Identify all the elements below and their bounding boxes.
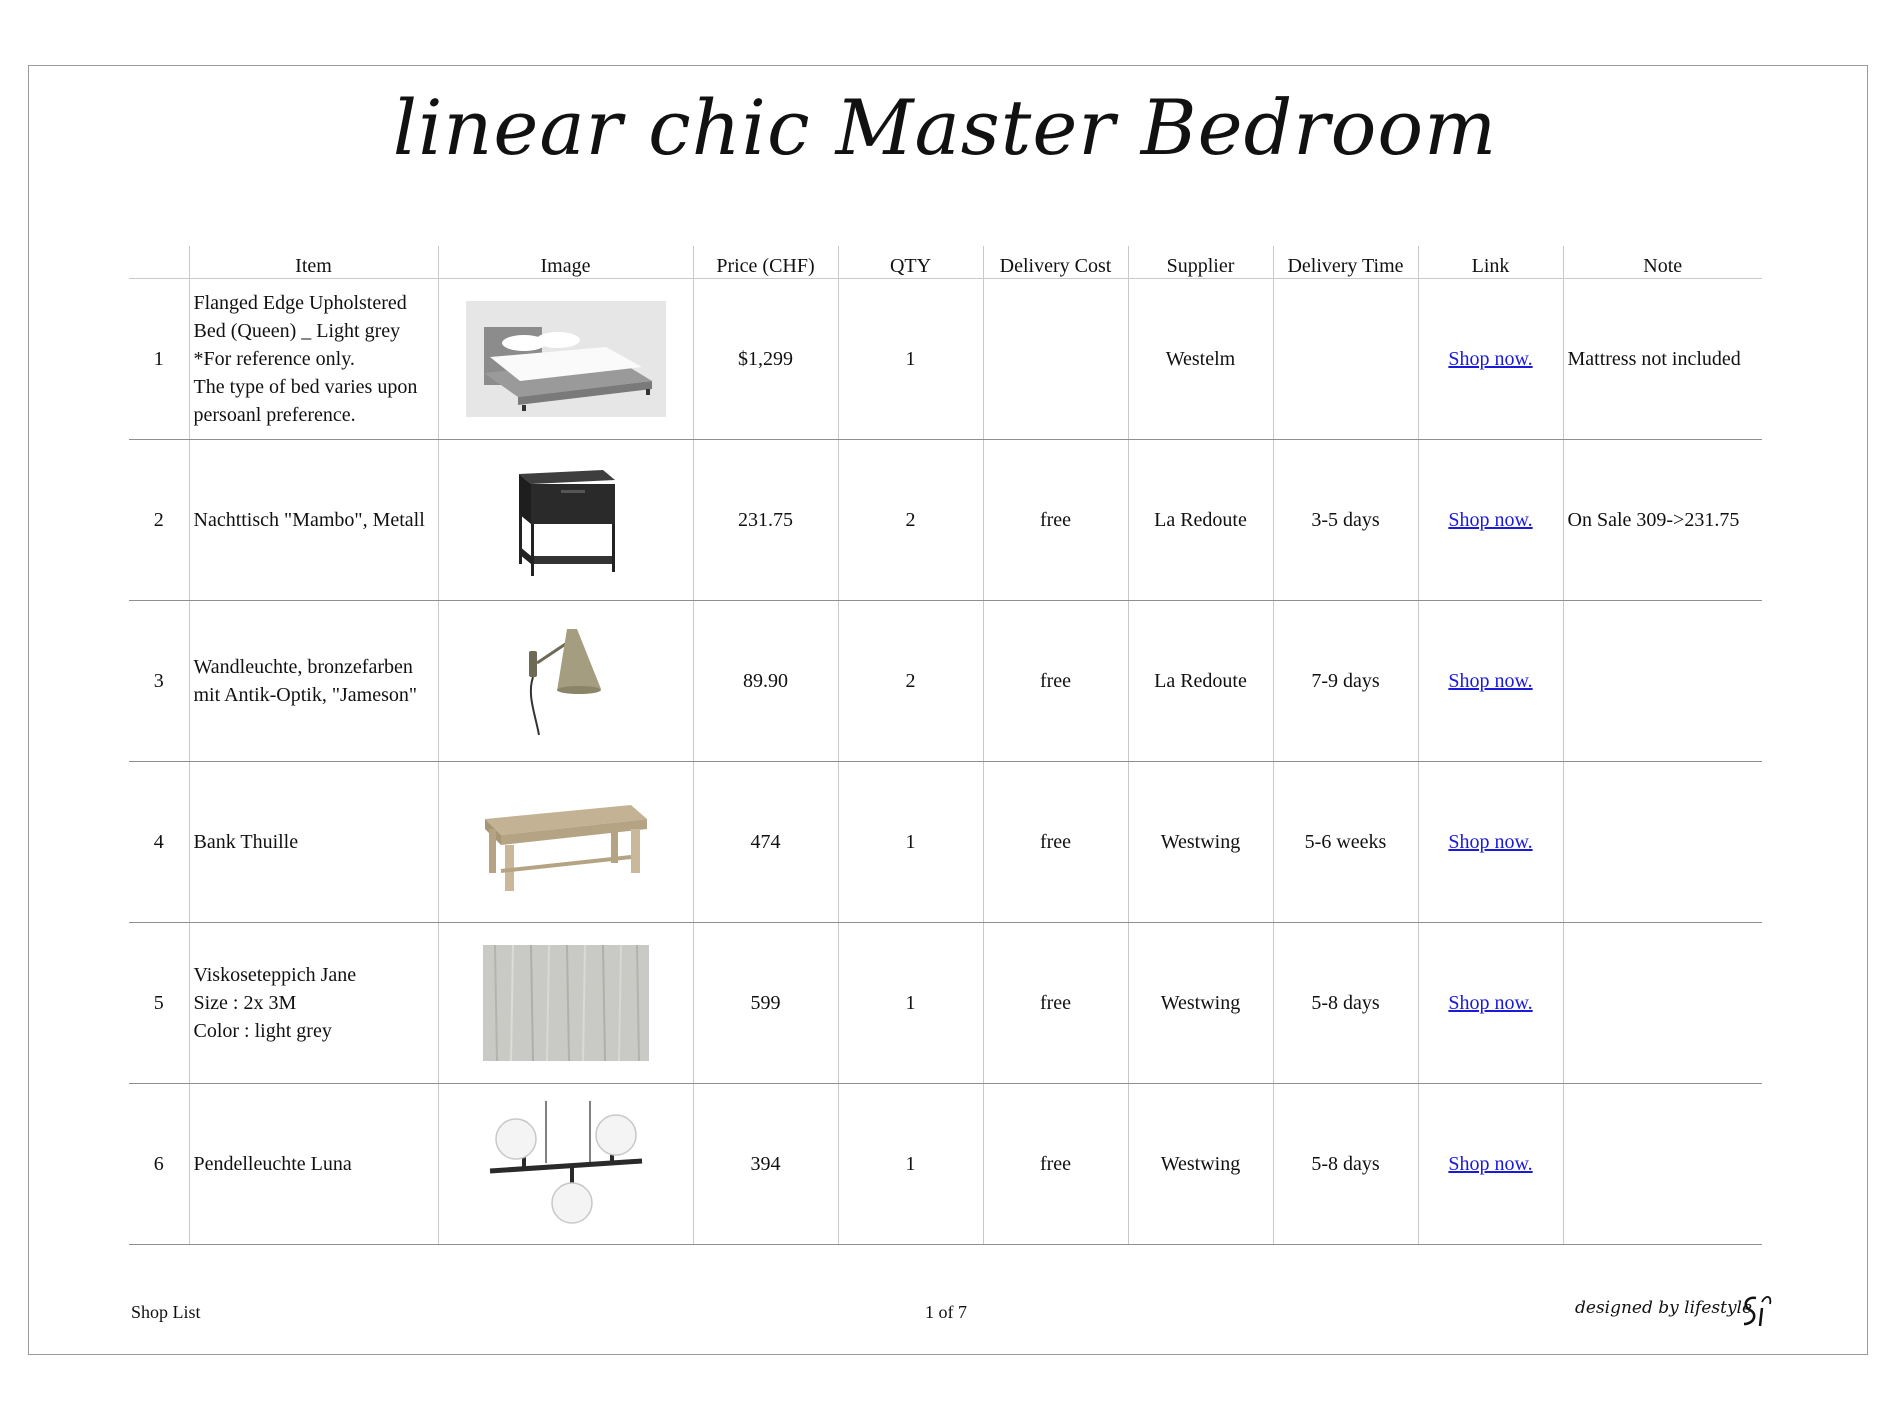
row-number: 3 — [129, 601, 189, 762]
item-image — [438, 1084, 693, 1245]
shop-now-link[interactable]: Shop now. — [1448, 831, 1533, 853]
brand-logo-icon — [1738, 1292, 1774, 1330]
header-qty: QTY — [838, 246, 983, 279]
item-price: 231.75 — [693, 440, 838, 601]
row-number: 2 — [129, 440, 189, 601]
item-qty: 1 — [838, 923, 983, 1084]
item-supplier: Westwing — [1128, 1084, 1273, 1245]
table-row — [129, 601, 1762, 762]
item-name: Nachttisch "Mambo", Metall — [189, 440, 438, 601]
shop-now-link[interactable]: Shop now. — [1448, 992, 1533, 1014]
item-image — [438, 601, 693, 762]
bed-icon — [466, 301, 666, 417]
table-row — [129, 762, 1762, 923]
header-image: Image — [438, 246, 693, 279]
row-number: 6 — [129, 1084, 189, 1245]
item-image — [438, 279, 693, 440]
item-name: Viskoseteppich Jane Size : 2x 3M Color : light grey — [189, 923, 438, 1084]
item-image — [438, 923, 693, 1084]
item-qty: 2 — [838, 440, 983, 601]
header-note: Note — [1563, 246, 1762, 279]
bench-icon — [481, 789, 651, 895]
item-delivery-cost — [983, 279, 1128, 440]
item-price: 599 — [693, 923, 838, 1084]
header-price: Price (CHF) — [693, 246, 838, 279]
item-supplier: Westwing — [1128, 762, 1273, 923]
document-title: linear chic Master Bedroom — [392, 83, 1498, 172]
table-row — [129, 440, 1762, 601]
header-delivery-time: Delivery Time — [1273, 246, 1418, 279]
item-delivery-cost: free — [983, 762, 1128, 923]
header-delivery-cost: Delivery Cost — [983, 246, 1128, 279]
item-link-cell — [1418, 601, 1563, 762]
item-qty: 1 — [838, 279, 983, 440]
shop-now-link[interactable]: Shop now. — [1448, 509, 1533, 531]
item-link-cell — [1418, 440, 1563, 601]
item-qty: 1 — [838, 762, 983, 923]
shop-now-link[interactable]: Shop now. — [1448, 670, 1533, 692]
item-supplier: Westelm — [1128, 279, 1273, 440]
shop-now-link[interactable]: Shop now. — [1448, 1153, 1533, 1175]
item-delivery-time: 5-6 weeks — [1273, 762, 1418, 923]
item-qty: 2 — [838, 601, 983, 762]
item-name: Bank Thuille — [189, 762, 438, 923]
row-number: 5 — [129, 923, 189, 1084]
brand-name: designed by lifestyle — [1575, 1298, 1753, 1318]
shop-now-link[interactable]: Shop now. — [1448, 348, 1533, 370]
item-link-cell — [1418, 1084, 1563, 1245]
table-header-row — [129, 246, 1762, 279]
item-link-cell — [1418, 279, 1563, 440]
item-delivery-time: 5-8 days — [1273, 1084, 1418, 1245]
item-delivery-cost: free — [983, 1084, 1128, 1245]
item-delivery-time: 3-5 days — [1273, 440, 1418, 601]
item-supplier: La Redoute — [1128, 601, 1273, 762]
item-note: On Sale 309->231.75 — [1563, 440, 1762, 601]
item-note — [1563, 923, 1762, 1084]
item-link-cell — [1418, 923, 1563, 1084]
table-row — [129, 279, 1762, 440]
item-note — [1563, 1084, 1762, 1245]
item-delivery-time: 5-8 days — [1273, 923, 1418, 1084]
item-supplier: La Redoute — [1128, 440, 1273, 601]
table-row — [129, 1084, 1762, 1245]
nightstand-icon — [511, 460, 621, 580]
item-price: 89.90 — [693, 601, 838, 762]
table-row — [129, 923, 1762, 1084]
item-delivery-time: 7-9 days — [1273, 601, 1418, 762]
item-name: Flanged Edge Upholstered Bed (Queen) _ Light grey *For reference only. The type of bed varies upon persoanl preference. — [189, 279, 438, 440]
header-supplier: Supplier — [1128, 246, 1273, 279]
item-link-cell — [1418, 762, 1563, 923]
row-number: 4 — [129, 762, 189, 923]
item-note — [1563, 762, 1762, 923]
item-note — [1563, 601, 1762, 762]
pendant-lamp-icon — [486, 1099, 646, 1229]
item-price: 394 — [693, 1084, 838, 1245]
header-item: Item — [189, 246, 438, 279]
item-image — [438, 762, 693, 923]
page-number: 1 of 7 — [925, 1302, 967, 1322]
footer-label: Shop List — [131, 1302, 201, 1322]
item-name: Pendelleuchte Luna — [189, 1084, 438, 1245]
rug-icon — [483, 945, 649, 1061]
item-name: Wandleuchte, bronzefarben mit Antik-Optik, "Jameson" — [189, 601, 438, 762]
item-price: $1,299 — [693, 279, 838, 440]
item-delivery-cost: free — [983, 601, 1128, 762]
header-link: Link — [1418, 246, 1563, 279]
item-note: Mattress not included — [1563, 279, 1762, 440]
item-delivery-cost: free — [983, 923, 1128, 1084]
item-qty: 1 — [838, 1084, 983, 1245]
item-delivery-time — [1273, 279, 1418, 440]
shop-list-table — [129, 246, 1762, 1245]
row-number: 1 — [129, 279, 189, 440]
item-price: 474 — [693, 762, 838, 923]
item-supplier: Westwing — [1128, 923, 1273, 1084]
wall-lamp-icon — [521, 625, 611, 737]
item-image — [438, 440, 693, 601]
item-delivery-cost: free — [983, 440, 1128, 601]
header-number — [129, 246, 189, 279]
